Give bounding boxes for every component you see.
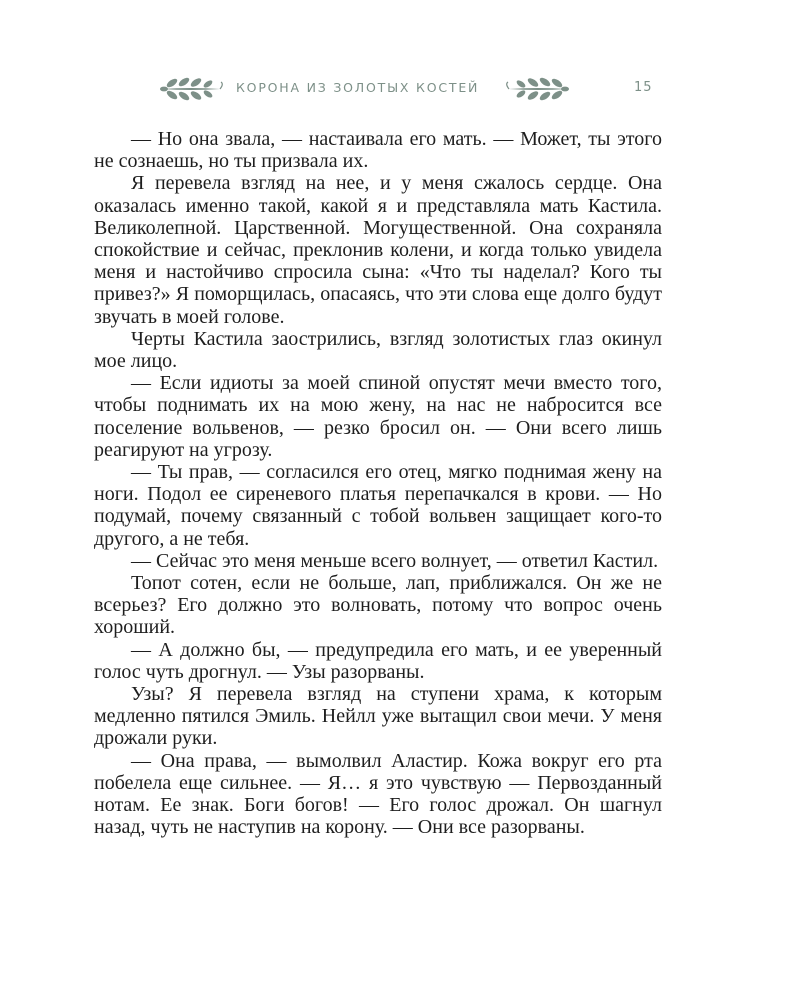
paragraph: — Но она звала, — настаивала его мать. — Может, ты этого не сознаешь, но ты призвала их. bbox=[94, 128, 662, 173]
paragraph: — Если идиоты за моей спиной опустят мечи вместо того, чтобы поднимать их на мою жену, на нас не набросится все поселение вольвенов, — резко бросил он. — Они всего лишь реагируют на угрозу. bbox=[94, 372, 662, 461]
paragraph: — Ты прав, — согласился его отец, мягко поднимая жену на ноги. Подол ее сиреневого платья перепачкался в крови. — Но подумай, почему связанный с тобой вольвен защищает кого-то другого, а не тебя. bbox=[94, 461, 662, 550]
laurel-ornament-right-icon bbox=[505, 74, 571, 104]
paragraph: — А должно бы, — предупредила его мать, и ее уверенный голос чуть дрогнул. — Узы разорваны. bbox=[94, 638, 662, 683]
body-text bbox=[94, 128, 662, 839]
paragraph: — Она права, — вымолвил Аластир. Кожа вокруг его рта побелела еще сильнее. — Я… я это чувствую — Первозданный нотам. Ее знак. Боги богов! — Его голос дрожал. Он шагнул назад, чуть не наступив на корону. — Они все разорваны. bbox=[94, 749, 662, 839]
running-header bbox=[150, 72, 670, 106]
paragraph: Черты Кастила заострились, взгляд золотистых глаз окинул мое лицо. bbox=[94, 327, 662, 373]
paragraph: — Сейчас это меня меньше всего волнует, — ответил Кастил. bbox=[131, 549, 659, 572]
paragraph: Я перевела взгляд на нее, и у меня сжалось сердце. Она оказалась именно такой, какой я и представляла мать Кастила. Великолепной. Царственной. Могущественной. Она сохраняла спокойствие и сейчас, преклонив колени, и когда только увидела меня и настойчиво спросила сына: «Что ты наделал? Кого ты привез?» Я поморщилась, опасаясь, что эти слова еще долго будут звучать в моей голове. bbox=[94, 172, 662, 328]
running-title: КОРОНА ИЗ ЗОЛОТЫХ КОСТЕЙ bbox=[236, 80, 480, 95]
laurel-ornament-left-icon bbox=[158, 74, 224, 104]
paragraph: Топот сотен, если не больше, лап, приближался. Он же не всерьез? Его должно это волновать, потому что вопрос очень хороший. bbox=[94, 572, 662, 639]
paragraph: Узы? Я перевела взгляд на ступени храма, к которым медленно пятился Эмиль. Нейлл уже вытащил свои мечи. У меня дрожали руки. bbox=[94, 683, 662, 750]
page-number: 15 bbox=[634, 80, 653, 95]
